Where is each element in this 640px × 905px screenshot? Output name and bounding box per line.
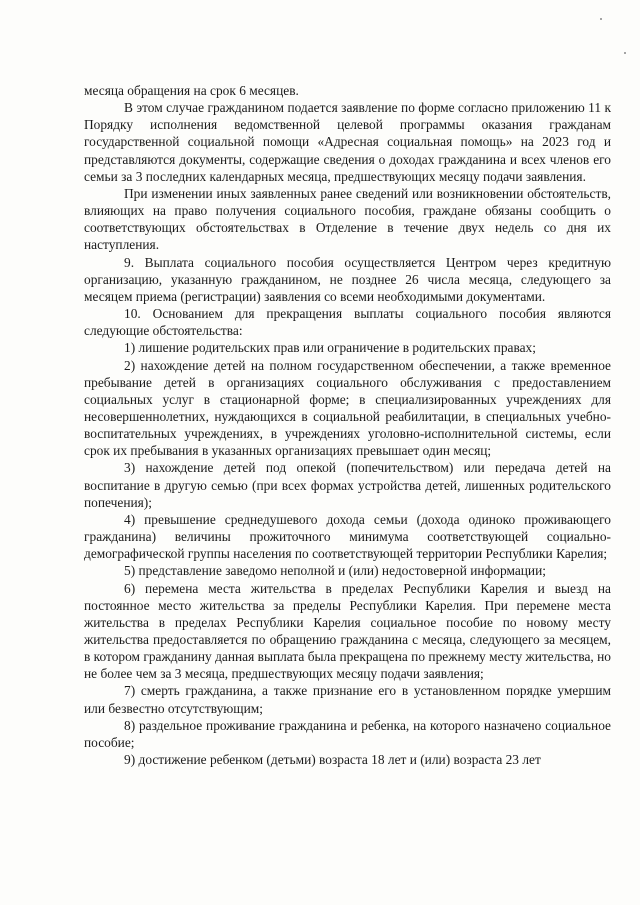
- scan-speck: [624, 52, 626, 54]
- scan-speck: [600, 18, 602, 20]
- list-item-2: 2) нахождение детей на полном государственном обеспечении, а также временное пребывание детей в организациях социального обслуживания с предоставлением социальных услуг в стационарной форме; в специализированных учреждениях для несовершеннолетних, нуждающихся в социальной реабилитации, в специальных учебно-воспитательных учреждениях, в учреждениях уголовно-исполнительной системы, если срок их пребывания в указанных организациях превышает один месяц;: [84, 357, 611, 459]
- list-item-3: 3) нахождение детей под опекой (попечительством) или передача детей на воспитание в другую семью (при всех формах устройства детей, лишенных родительского попечения);: [84, 460, 611, 510]
- list-item-6: 6) перемена места жительства в пределах Республики Карелия и выезд на постоянное место жительства за пределы Республики Карелия. При перемене места жительства в пределах Республики Карелия социальное пособие по новому месту жительства предоставляется по обращению гражданина с месяца, следующего за месяцем, в котором гражданину данная выплата была прекращена по прежнему месту жительства, но не более чем за 3 месяца, предшествующих месяцу подачи заявления;: [84, 580, 611, 682]
- list-item-1: 1) лишение родительских прав или ограничение в родительских правах;: [124, 340, 536, 356]
- document-body: [84, 82, 611, 768]
- clause-10: 10. Основанием для прекращения выплаты социального пособия являются следующие обстоятельства:: [84, 306, 611, 339]
- clause-9: 9. Выплата социального пособия осуществляется Центром через кредитную организацию, указанную гражданином, не позднее 26 числа месяца, следующего за месяцем приема (регистрации) заявления со всеми необходимыми документами.: [84, 254, 611, 304]
- list-item-8: 8) раздельное проживание гражданина и ребенка, на которого назначено социальное пособие;: [84, 717, 611, 750]
- paragraph-continuation: месяца обращения на срок 6 месяцев.: [84, 83, 299, 98]
- paragraph-application: В этом случае гражданином подается заявление по форме согласно приложению 11 к Порядку исполнения ведомственной целевой программы оказания гражданам государственной социальной помощи «Адресная социальная помощь» на 2023 год и представляются документы, содержащие сведения о доходах гражданина и всех членов его семьи за 3 последних календарных месяца, предшествующих месяцу подачи заявления.: [84, 100, 611, 184]
- list-item-4: 4) превышение среднедушевого дохода семьи (дохода одиноко проживающего гражданина) величины прожиточного минимума соответствующей социально-демографической группы населения по соответствующей территории Республики Карелия;: [84, 511, 611, 562]
- list-item-7: 7) смерть гражданина, а также признание его в установленном порядке умершим или безвестно отсутствующим;: [84, 683, 611, 716]
- paragraph-changes: При изменении иных заявленных ранее сведений или возникновении обстоятельств, влияющих на право получения социального пособия, граждане обязаны сообщить о соответствующих обстоятельствах в Отделение в течение двух недель со дня их наступления.: [84, 185, 611, 253]
- list-item-5: 5) представление заведомо неполной и (или) недостоверной информации;: [124, 563, 546, 579]
- list-item-9: 9) достижение ребенком (детьми) возраста 18 лет и (или) возраста 23 лет: [124, 752, 541, 768]
